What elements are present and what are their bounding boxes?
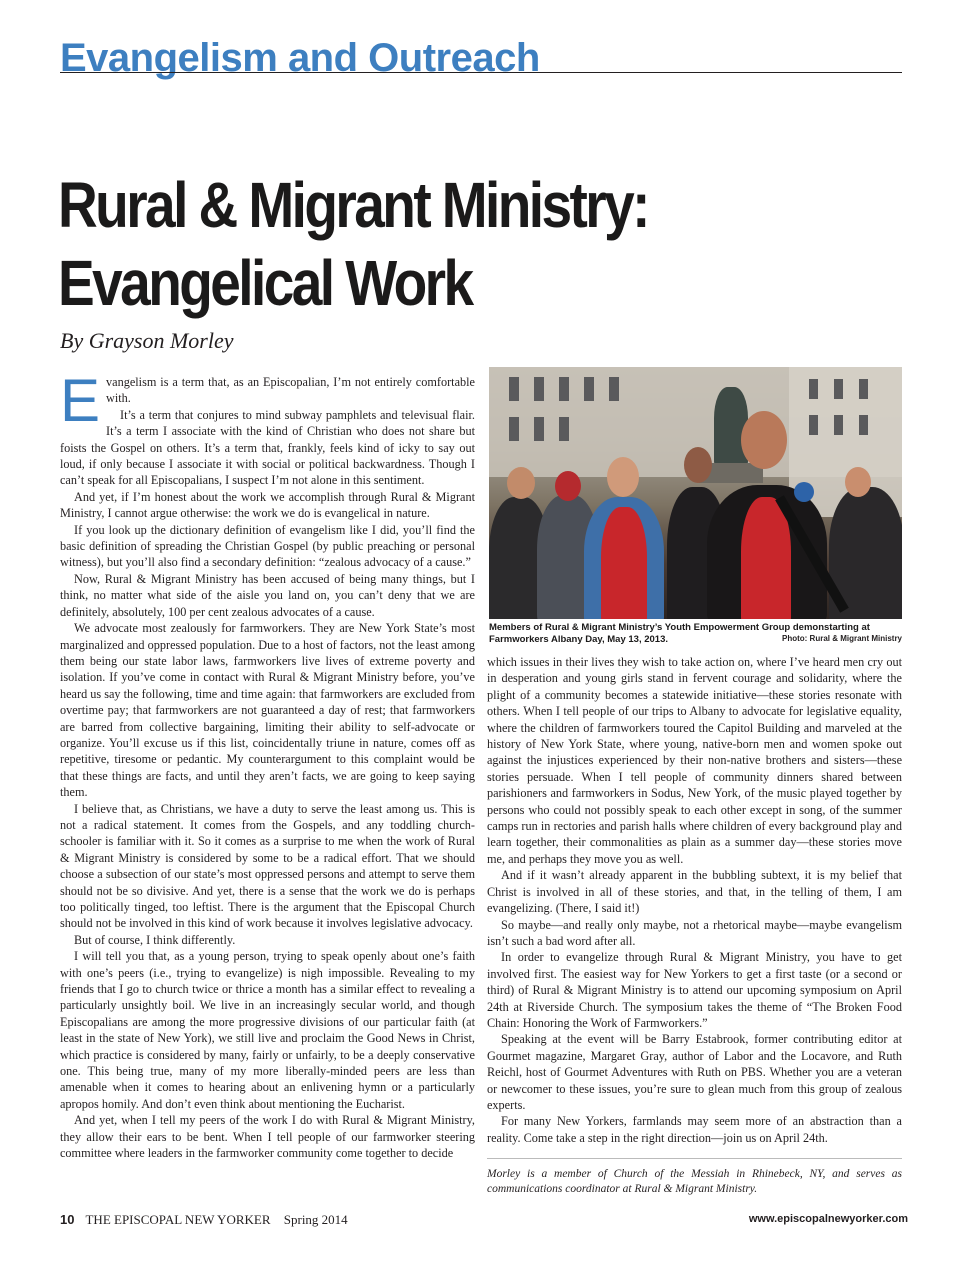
left-column	[60, 367, 475, 1162]
website-link[interactable]: www.episcopalnewyorker.com	[748, 1213, 908, 1225]
paragraph: It’s a term that conjures to mind subway pamphlets and televisual flair. It’s a term I associate with the kind of Christian who does not share but foists the Gospel on others. It’s a term that, frankly, feels kind of icky to say out loud, if only because I associate it with social or political backwardness. Though I can’t speak for all Episcopalians, I suspect I’m not alone in this sentiment.	[60, 407, 475, 488]
paragraph: Speaking at the event will be Barry Estabrook, former contributing editor at Gourmet magazine, Margaret Gray, author of Labor and the Locavore, and Ruth Reichl, host of Gourmet Adventures with Ruth on PBS. Whether you are a veteran or newcomer to these issues, you’re sure to glean much from this group of zealous experts.	[487, 1032, 902, 1112]
paragraph: Now, Rural & Migrant Ministry has been accused of being many things, but I think, no matter what side of the aisle you land on, you can’t deny that we are definitely, absolutely, 100 per cent zealous advocates of a cause.	[60, 571, 475, 619]
article-headline	[58, 166, 648, 322]
paragraph: But of course, I think differently.	[74, 932, 236, 947]
headline-line-1: Rural & Migrant Ministry:	[58, 169, 648, 241]
right-column	[487, 654, 902, 1197]
page-footer	[60, 1212, 348, 1228]
drop-cap: E	[60, 367, 101, 434]
page-number: 10	[60, 1212, 75, 1227]
photo-caption: Members of Rural & Migrant Ministry’s Youth Empowerment Group demonstarting at Farmworkers Albany Day, May 13, 2013.	[489, 622, 870, 645]
paragraph: I believe that, as Christians, we have a duty to serve the least among us. This is not a radical statement. It comes from the Gospels, and any toddling church-schooler is familiar with it. So it comes as a surprise to me when the work of Rural & Migrant Ministry is considered by some to be a radical effort. That we should choose a subsection of our state’s most oppressed persons and attempt to serve them should not be so divisive. And yet, there is a sense that the work we do is perhaps too politically tinged, too leftist. There is the argument that the Episcopal Church should not be involved in this kind of work because it involves legislative advocacy.	[60, 801, 475, 931]
section-divider	[60, 72, 902, 73]
section-title: Evangelism and Outreach	[60, 36, 540, 80]
byline: By Grayson Morley	[60, 328, 234, 353]
paragraph: Evangelism is a term that, as an Episcopalian, I’m not entirely comfortable with.	[60, 367, 475, 434]
paragraph: For many New Yorkers, farmlands may seem more of an abstraction than a reality. Come take a step in the right direction—join us on April 24th.	[487, 1114, 902, 1145]
author-tagline: Morley is a member of Church of the Messiah in Rhinebeck, NY, and serves as communications coordinator at Rural & Migrant Ministry.	[487, 1158, 902, 1197]
headline-line-2: Evangelical Work	[58, 247, 472, 319]
publication-name: THE EPISCOPAL NEW YORKER	[85, 1212, 271, 1227]
paragraph: And if it wasn’t already apparent in the bubbling subtext, it is my belief that Christ is involved in all of these stories, and that, in the telling of them, I am evangelizing. (There, I said it!)	[487, 868, 902, 916]
paragraph: I will tell you that, as a young person, trying to speak openly about one’s faith with one’s peers (i.e., trying to evangelize) is nigh impossible. Revealing to my friends that I go to church twice or thrice a month has a similar effect to revealing a particularly unsightly boil. We live in an increasingly secular world, and though Episcopalians are among the more progressive divisions of our particular faith (at least in the state of New York), we still live and proclaim the Good News in Christ, which practice is considered by many, fairly or unfairly, to be a deeply conservative one. This being true, many of my more liberally-minded peers are less than amenable when it comes to hearing about an enlivening hymn or a particularly apropos homily. And don’t even think about mentioning the Eucharist.	[60, 949, 475, 1111]
paragraph: And yet, when I tell my peers of the work I do with Rural & Migrant Ministry, they allow their ears to be bent. When I tell people of our farmworker steering committee where leaders in the farmworker community come together to decide	[60, 1113, 475, 1161]
paragraph: And yet, if I’m honest about the work we accomplish through Rural & Migrant Ministry, I cannot argue otherwise: the work we do is evangelical in nature.	[60, 489, 475, 521]
issue-date: Spring 2014	[283, 1212, 348, 1227]
paragraph: In order to evangelize through Rural & Migrant Ministry, you have to get involved first. The easiest way for New Yorkers to get a first taste (or a second or third) of Rural & Migrant Ministry is to attend our upcoming symposium on April 24th at Riverside Church. The symposium takes the theme of “The Broken Food Chain: Honoring the Work of Farmworkers.”	[487, 950, 902, 1030]
paragraph: We advocate most zealously for farmworkers. They are New York State’s most marginalized and oppressed population. Due to a host of factors, not the least among them being our state labor laws, farmworkers live lives of extreme poverty and isolation. If you’ve come in contact with Rural & Migrant Ministry before, you’ve heard us say the following, time and time again: that farmworkers are excluded from overtime pay; that farmworkers are not guaranteed a day of rest; that farmworkers are barred from collective bargaining, limiting their ability to self-advocate or organize. You’ll excuse us if this list, coincidentally triune in nature, comes off as repetitive, tiresome or pedantic. My counterargument to this complaint would be that these things are facts, and until they aren’t facts, we are going to keep saying them.	[60, 621, 475, 800]
paragraph: which issues in their lives they wish to take action on, where I’ve heard men cry out in desperation and young girls stand in fervent courage and solidarity, where the plight of a community becomes a statewide initiative—these stories resonate with others. When I tell people of our trips to Albany to advocate for legislative equality, where the children of farmworkers toured the Capitol Building and marveled at the history of New York State, where young, native-born men and women spoke out against the injustices experienced by their non-native brothers and sisters—these stories persuade. When I tell people of community dinners shared between parishioners and farmworkers in Sodus, New York, of the music played together by persons who could not possibly speak to each other except in song, of the summer camps run in rectories and parish halls where children of every background play and learn together, their commonalities as plain as a summer day—these stories move me, and perhaps they move you as well.	[487, 655, 902, 866]
paragraph: So maybe—and really only maybe, not a rhetorical maybe—maybe evangelism isn’t such a bad word after all.	[487, 917, 902, 948]
paragraph: If you look up the dictionary definition of evangelism like I did, you’ll find the basic definition of spreading the Christian Gospel (by public preaching or personal witness), but you’ll also find a secondary definition: “zealous advocacy of a cause.”	[60, 522, 475, 570]
article-photo	[489, 367, 902, 619]
photo-credit: Photo: Rural & Migrant Ministry	[782, 634, 902, 643]
